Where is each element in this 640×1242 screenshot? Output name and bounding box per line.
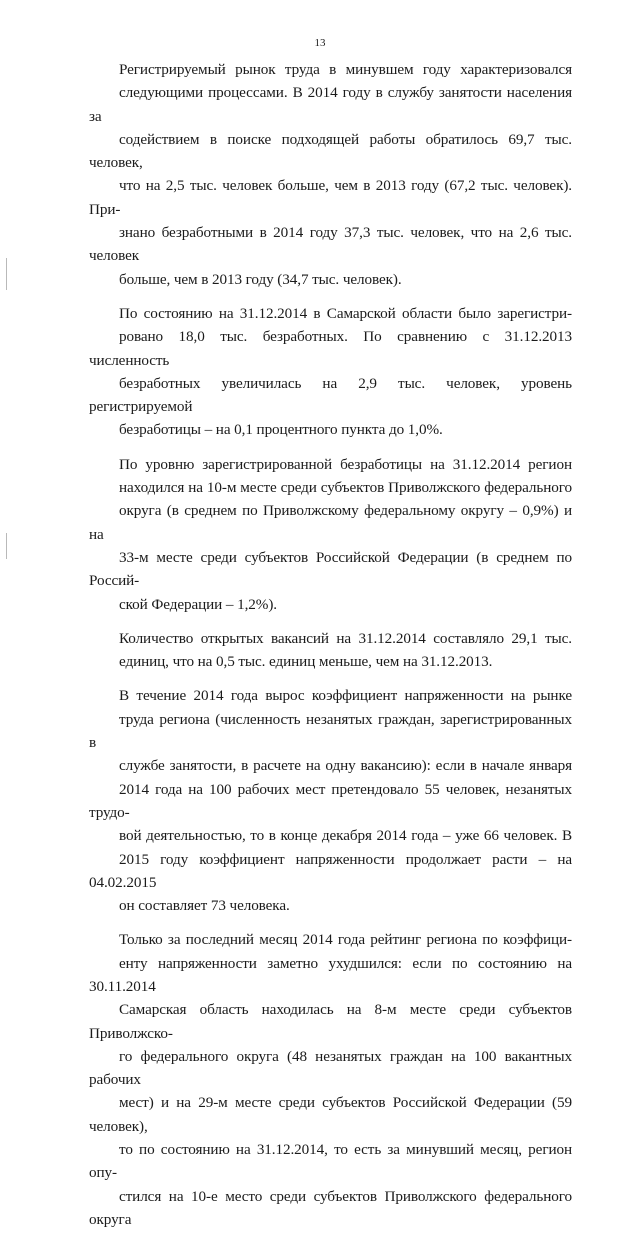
- text-line: 33-м месте среди субъектов Российской Федерации (в среднем по Россий-: [89, 548, 572, 590]
- scan-artifact-line: [6, 533, 7, 559]
- text-line: безработных увеличилась на 2,9 тыс. человек, уровень регистрируемой: [89, 374, 572, 416]
- text-line: Количество открытых вакансий на 31.12.2014 составляло 29,1 тыс.: [119, 629, 572, 647]
- text-line: знано безработными в 2014 году 37,3 тыс. человек, что на 2,6 тыс. человек: [89, 224, 572, 265]
- text-line: енту напряженности заметно ухудшился: если по состоянию на 30.11.2014: [89, 954, 572, 995]
- text-line: По состоянию на 31.12.2014 в Самарской области было зарегистри-: [119, 304, 572, 322]
- text-line: Самарская область находилась на 8-м месте среди субъектов Приволжско-: [89, 1001, 572, 1042]
- text-line: больше, чем в 2013 году (34,7 тыс. человек).: [119, 270, 402, 288]
- paragraph-unemployment-ranking: [89, 453, 572, 616]
- text-line: единиц, что на 0,5 тыс. единиц меньше, чем на 31.12.2013.: [119, 653, 493, 671]
- text-line: 2015 году коэффициент напряженности продолжает расти – на 04.02.2015: [89, 850, 572, 891]
- text-line: безработицы – на 0,1 процентного пункта до 1,0%.: [119, 421, 443, 439]
- body-text: [89, 58, 572, 1242]
- paragraph-region-rating: [89, 928, 572, 1231]
- paragraph-registered-labor-market: [89, 58, 572, 291]
- text-line: мест) и на 29-м месте среди субъектов Российской Федерации (59 человек),: [89, 1094, 572, 1135]
- text-line: 2014 года на 100 рабочих мест претендовало 55 человек, незанятых трудо-: [89, 780, 572, 821]
- text-line: ровано 18,0 тыс. безработных. По сравнению с 31.12.2013 численность: [89, 328, 572, 369]
- text-line: Только за последний месяц 2014 года рейтинг региона по коэффици-: [119, 931, 572, 949]
- text-line: По уровню зарегистрированной безработицы на 31.12.2014 регион: [119, 455, 572, 473]
- text-line: труда региона (численность незанятых граждан, зарегистрированных в: [89, 710, 572, 752]
- text-line: содействием в поиске подходящей работы обратилось 69,7 тыс. человек,: [89, 130, 572, 172]
- text-line: округа (в среднем по Приволжскому федеральному округу – 0,9%) и на: [89, 502, 572, 543]
- scan-artifact-line: [6, 258, 7, 290]
- text-line: Регистрируемый рынок труда в минувшем году характеризовался: [119, 61, 572, 78]
- paragraph-tension-coefficient: [89, 684, 572, 917]
- text-line: вой деятельностью, то в конце декабря 2014 года – уже 66 человек. В: [119, 827, 572, 845]
- text-line: следующими процессами. В 2014 году в службу занятости населения за: [89, 84, 572, 125]
- paragraph-unemployed-count: [89, 302, 572, 442]
- text-line: он составляет 73 человека.: [119, 897, 290, 915]
- page-number: 13: [314, 37, 326, 49]
- text-line: службе занятости, в расчете на одну вакансию): если в начале января: [119, 757, 572, 775]
- text-line: что на 2,5 тыс. человек больше, чем в 2013 году (67,2 тыс. человек). При-: [89, 177, 572, 218]
- paragraph-open-vacancies: [89, 627, 572, 674]
- text-line: находился на 10-м месте среди субъектов Приволжского федерального: [119, 479, 572, 497]
- text-line: стился на 10-е место среди субъектов Приволжского федерального округа: [89, 1187, 572, 1228]
- text-line: го федерального округа (48 незанятых граждан на 100 вакантных рабочих: [89, 1047, 572, 1089]
- text-line: ской Федерации – 1,2%).: [119, 595, 277, 613]
- text-line: В течение 2014 года вырос коэффициент напряженности на рынке: [119, 687, 572, 705]
- text-line: то по состоянию на 31.12.2014, то есть за минувший месяц, регион опу-: [89, 1141, 572, 1182]
